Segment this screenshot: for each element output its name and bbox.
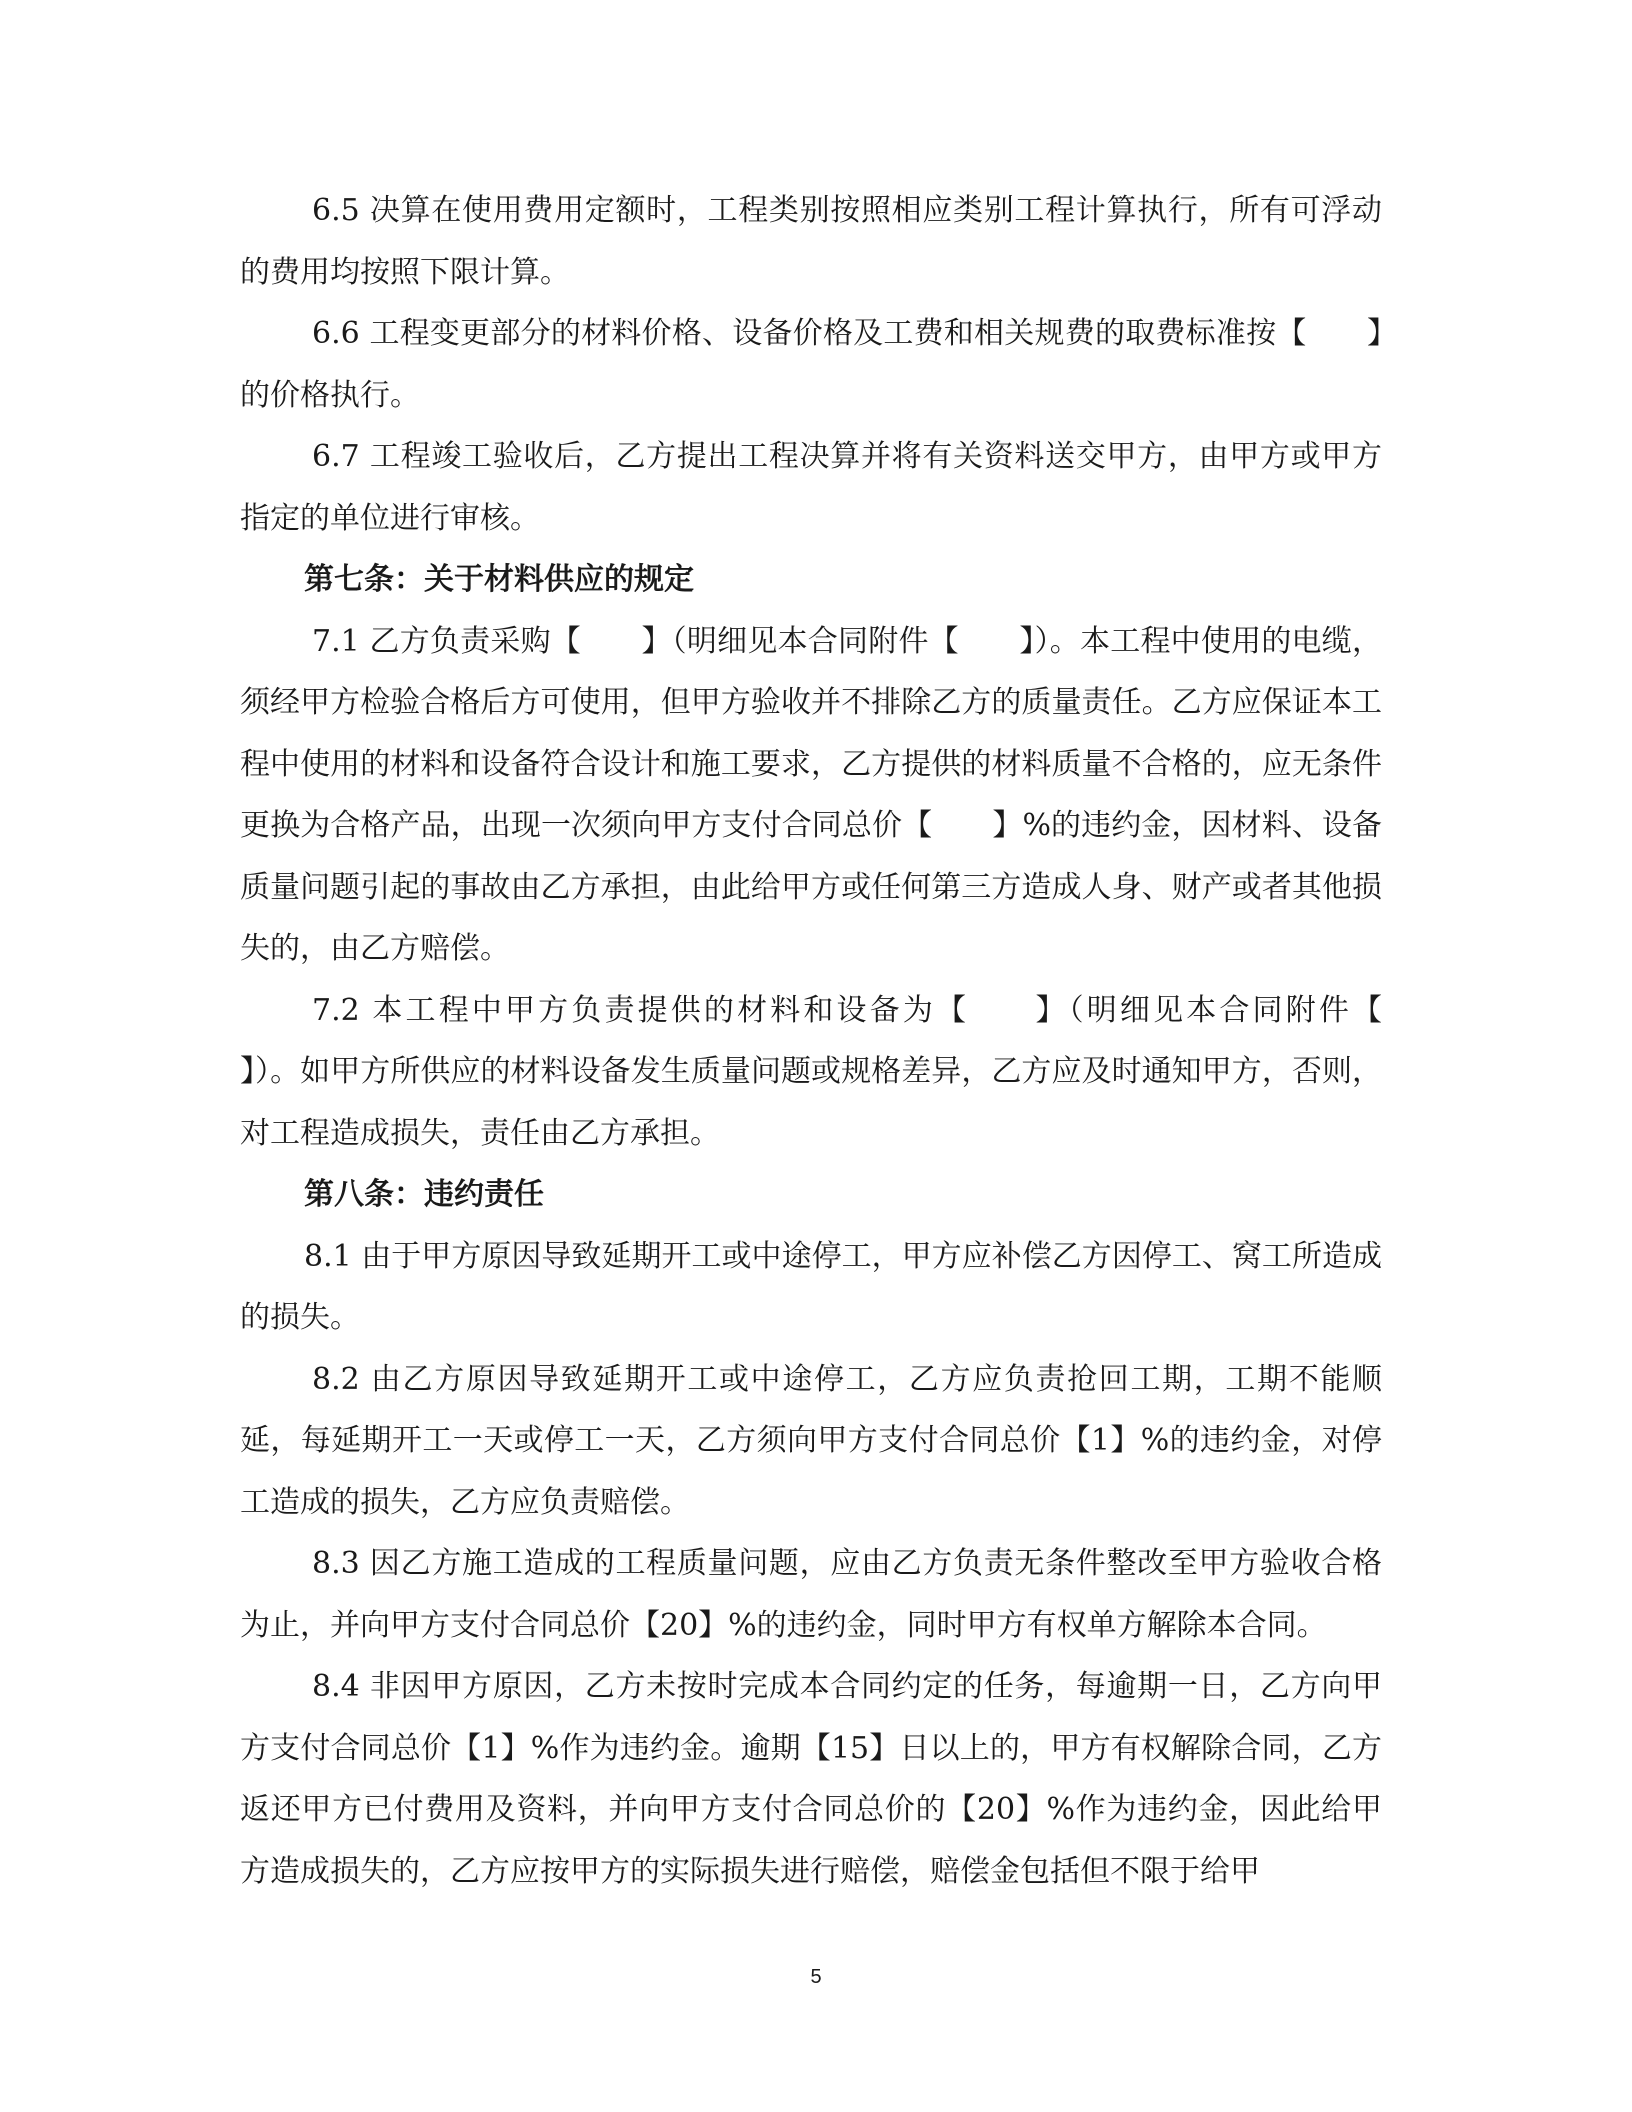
clause-6-6: 6.6 工程变更部分的材料价格、设备价格及工费和相关规费的取费标准按【 】的价格执行。 [240,316,1382,413]
clause-8-3: 8.3 因乙方施工造成的工程质量问题，应由乙方负责无条件整改至甲方验收合格为止，并向甲方支付合同总价【20】%的违约金，同时甲方有权单方解除本合同。 [240,1546,1382,1643]
clause-8-1: 8.1 由于甲方原因导致延期开工或中途停工，甲方应补偿乙方因停工、窝工所造成的损失。 [240,1238,1382,1335]
clause-6-7: 6.7 工程竣工验收后，乙方提出工程决算并将有关资料送交甲方，由甲方或甲方指定的单位进行审核。 [240,439,1382,536]
contract-page-body [240,180,1442,1902]
clause-6-5: 6.5 决算在使用费用定额时，工程类别按照相应类别工程计算执行，所有可浮动的费用均按照下限计算。 [240,193,1382,290]
clause-7-1: 7.1 乙方负责采购【 】（明细见本合同附件【 】）。本工程中使用的电缆，须经甲方检验合格后方可使用，但甲方验收并不排除乙方的质量责任。乙方应保证本工程中使用的材料和设备符合设计和施工要求，乙方提供的材料质量不合格的，应无条件更换为合格产品，出现一次须向甲方支付合同总价【 】%的违约金，因材料、设备质量问题引起的事故由乙方承担，由此给甲方或任何第三方造成人身、财产或者其他损失的，由乙方赔偿。 [240,623,1382,966]
article-7-heading: 第七条：关于材料供应的规定 [304,562,694,597]
clause-8-4: 8.4 非因甲方原因，乙方未按时完成本合同约定的任务，每逾期一日，乙方向甲方支付合同总价【1】%作为违约金。逾期【15】日以上的，甲方有权解除合同，乙方返还甲方已付费用及资料，并向甲方支付合同总价的【20】%作为违约金，因此给甲方造成损失的，乙方应按甲方的实际损失进行赔偿，赔偿金包括但不限于给甲 [240,1669,1382,1889]
article-8-heading: 第八条：违约责任 [304,1177,544,1212]
page-number: 5 [810,1966,822,1988]
clause-8-2: 8.2 由乙方原因导致延期开工或中途停工，乙方应负责抢回工期，工期不能顺延，每延期开工一天或停工一天，乙方须向甲方支付合同总价【1】%的违约金，对停工造成的损失，乙方应负责赔偿。 [240,1361,1382,1520]
clause-7-2: 7.2 本工程中甲方负责提供的材料和设备为【 】（明细见本合同附件【 】）。如甲方所供应的材料设备发生质量问题或规格差异，乙方应及时通知甲方，否则，对工程造成损失，责任由乙方承担。 [240,992,1442,1151]
